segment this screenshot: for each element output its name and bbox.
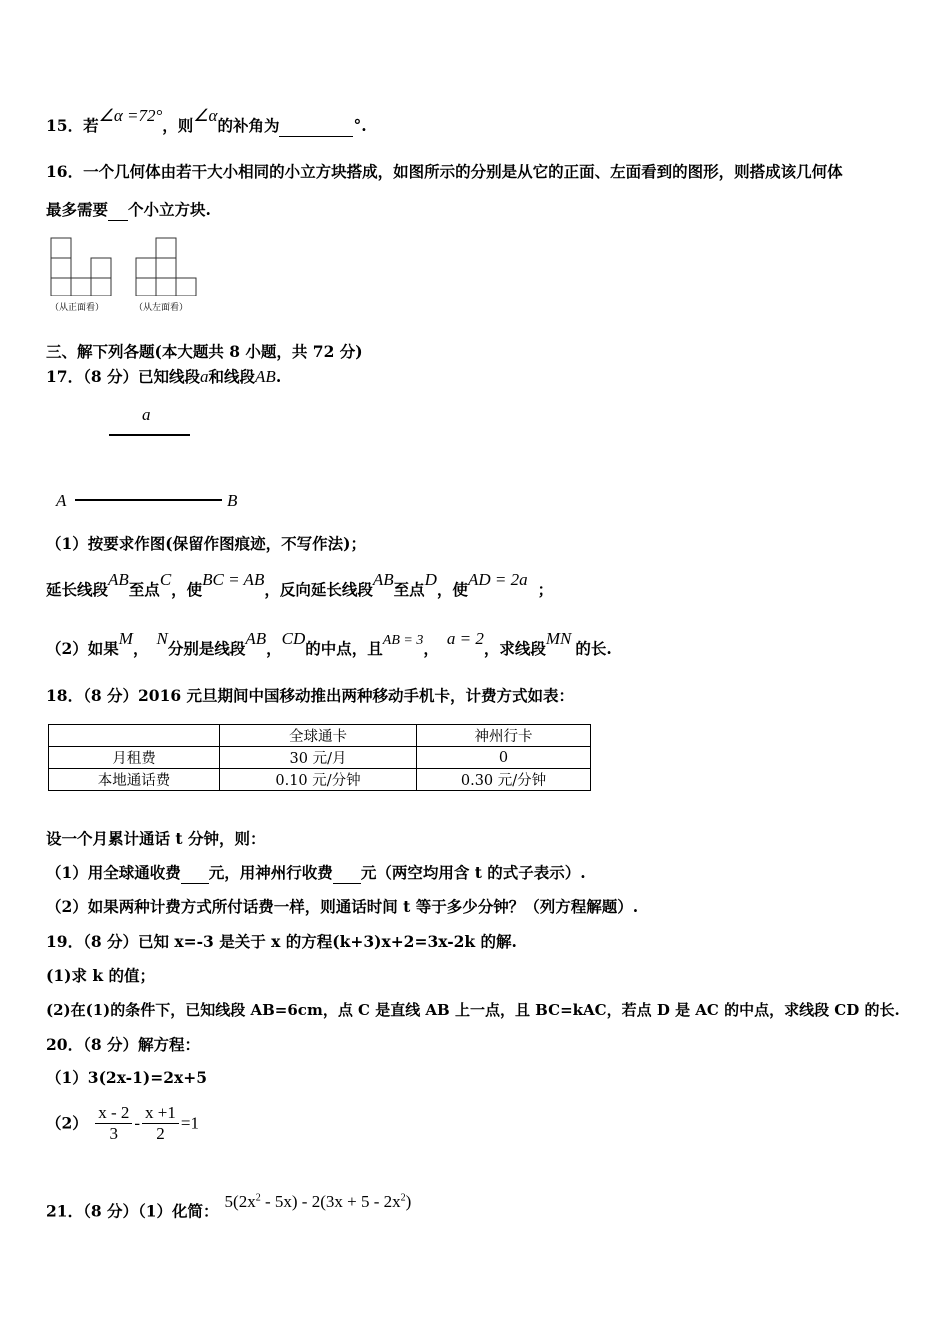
q17-p1-t7: ； [537, 580, 554, 599]
point-b-label: B [227, 491, 238, 510]
fraction-1-denominator: 3 [109, 1124, 119, 1143]
q17-p2-t5: 的中点，且 [305, 639, 383, 658]
q17-p2-t1: （2）如果 [46, 639, 119, 658]
table-cell: 0 [417, 747, 591, 769]
table-cell: 神州行卡 [417, 725, 591, 747]
q17-p2-m: M [118, 629, 133, 648]
q17-var-a: a [200, 367, 209, 386]
q17-p1-t4: ，反向延长线段 [264, 580, 373, 599]
point-a-label: A [56, 491, 67, 510]
table-cell: 月租费 [49, 747, 220, 769]
q19-part1: (1)求 k 的值； [46, 966, 155, 985]
q16-answer-blank[interactable] [108, 200, 128, 221]
q18-intro: 18．（8 分）2016 元旦期间中国移动推出两种移动手机卡，计费方式如表： [46, 686, 575, 705]
q17-intro [46, 367, 281, 387]
equation-rhs: =1 [180, 1113, 199, 1133]
q15-comma-then: ，则 [162, 116, 194, 135]
table-header-row [49, 725, 591, 747]
q16-views-figure [44, 234, 204, 296]
q17-var-ab: AB [255, 367, 276, 386]
q21-exponent-2: 2 [400, 1192, 406, 1203]
q20-part1: （1）3(2x-1)=2x+5 [46, 1068, 207, 1087]
q17-intro-end: . [275, 367, 282, 386]
q21-expr-b: - 5x) - 2(3x + 5 - 2x [260, 1191, 401, 1211]
q17-p2-mn: MN [545, 629, 572, 648]
q17-p1-ad-eq-2a: AD = 2a [467, 570, 528, 589]
left-view-grid [136, 238, 196, 296]
q18-blank-1[interactable] [181, 863, 209, 884]
q17-p1-ab2: AB [372, 570, 394, 589]
table-cell [49, 725, 220, 747]
q18-blank-2[interactable] [333, 863, 361, 884]
q19-part2: (2)在(1)的条件下，已知线段 AB=6cm，点 C 是直线 AB 上一点，且 BC=kAC，若点 D 是 AC 的中点，求线段 CD 的长. [46, 1001, 900, 1019]
q17-p2-t6: ， [423, 639, 439, 658]
q17-p2-t3: 分别是线段 [167, 639, 246, 658]
q17-p2-t2: ， [132, 639, 149, 658]
q20-intro: 20．（8 分）解方程： [46, 1035, 201, 1054]
left-view-caption: （从左面看） [134, 303, 189, 313]
q17-intro-a: 17．（8 分）已知线段 [46, 367, 201, 386]
table-cell: 本地通话费 [49, 769, 220, 791]
q20-part2 [46, 1103, 199, 1144]
q21-expr-a: 5(2x [224, 1191, 256, 1211]
q15-angle-alpha: ∠α [193, 106, 218, 125]
q15-angle-expr: ∠α =72° [98, 106, 163, 125]
q17-part1-title: （1）按要求作图(保留作图痕迹，不写作法)； [46, 534, 366, 553]
table-row [49, 769, 591, 791]
fraction-2-numerator: x +1 [142, 1103, 179, 1124]
q17-p2-t4: ， [266, 639, 282, 658]
table-cell: 30 元/月 [220, 747, 417, 769]
section-3-title: 三、解下列各题(本大题共 8 小题，共 72 分) [46, 342, 363, 361]
fraction-1-numerator: x - 2 [95, 1103, 132, 1124]
q17-p2-t8: 的长. [575, 639, 612, 658]
minus-sign: - [134, 1113, 141, 1133]
fraction-2-denominator: 2 [156, 1124, 165, 1143]
q18-p1-a: （1）用全球通收费 [46, 863, 181, 882]
segment-a-line [109, 434, 190, 436]
q21-exponent-1: 2 [255, 1192, 261, 1203]
q21-expr-c: ) [405, 1191, 412, 1211]
q17-p2-a-eq-2: a = 2 [446, 629, 484, 648]
q15-answer-blank[interactable] [279, 116, 353, 137]
front-view-caption: （从正面看） [50, 303, 105, 313]
q17-part2-text [46, 629, 612, 661]
q17-p1-c: C [159, 570, 172, 589]
table-row [49, 747, 591, 769]
q17-p1-t1: 延长线段 [46, 580, 109, 599]
segment-ab-line [75, 499, 222, 501]
q17-p1-bc-eq-ab: BC = AB [202, 570, 265, 589]
segment-a-label: a [142, 405, 151, 424]
q17-p2-cd: CD [281, 629, 306, 648]
q16-line2-a: 最多需要 [46, 200, 109, 219]
q17-part1-text [46, 570, 554, 600]
fee-table [48, 724, 591, 791]
q17-p1-ab: AB [108, 570, 129, 589]
fraction-2 [142, 1103, 179, 1144]
front-view-grid [51, 238, 111, 296]
q15-line [46, 106, 367, 137]
q15-number: 15．若 [46, 116, 99, 135]
q17-p1-t5: 至点 [393, 580, 425, 599]
q19-intro: 19．（8 分）已知 x=-3 是关于 x 的方程(k+3)x+2=3x-2k 的解. [46, 932, 517, 951]
q18-p1-c: 元（两空均用含 t 的式子表示）. [360, 863, 586, 882]
q15-text-end: 的补角为 [217, 116, 280, 135]
q17-p1-t6: ，使 [436, 580, 468, 599]
q21-line [46, 1191, 412, 1222]
q17-intro-b: 和线段 [208, 367, 256, 386]
q17-p2-n: N [156, 629, 168, 648]
q17-p1-t2: 至点 [128, 580, 160, 599]
fraction-1 [95, 1103, 132, 1144]
q17-p2-t7: ，求线段 [483, 639, 546, 658]
q21-expression [225, 1192, 412, 1211]
q16-line2 [46, 200, 211, 221]
q17-p1-t3: ，使 [171, 580, 203, 599]
q17-p2-ab: AB [245, 629, 267, 648]
q20-p2-label: （2） [46, 1113, 88, 1133]
q18-setup: 设一个月累计通话 t 分钟，则： [46, 829, 266, 848]
q15-degree: °. [353, 116, 367, 135]
q17-p1-d: D [424, 570, 437, 589]
q18-part2: （2）如果两种计费方式所付话费一样，则通话时间 t 等于多少分钟？（列方程解题）. [46, 897, 639, 916]
q18-p1-b: 元，用神州行收费 [208, 863, 333, 882]
table-cell: 0.30 元/分钟 [417, 769, 591, 791]
q21-intro: 21．（8 分）（1）化简： [46, 1201, 219, 1221]
table-cell: 全球通卡 [220, 725, 417, 747]
q18-part1 [46, 863, 586, 884]
q16-line1: 16．一个几何体由若干大小相同的小立方块搭成，如图所示的分别是从它的正面、左面看到的图形，则搭成该几何体 [46, 162, 843, 181]
q17-p2-ab-eq-3: AB = 3 [382, 633, 424, 648]
table-cell: 0.10 元/分钟 [220, 769, 417, 791]
q16-line2-b: 个小立方块. [128, 200, 211, 219]
